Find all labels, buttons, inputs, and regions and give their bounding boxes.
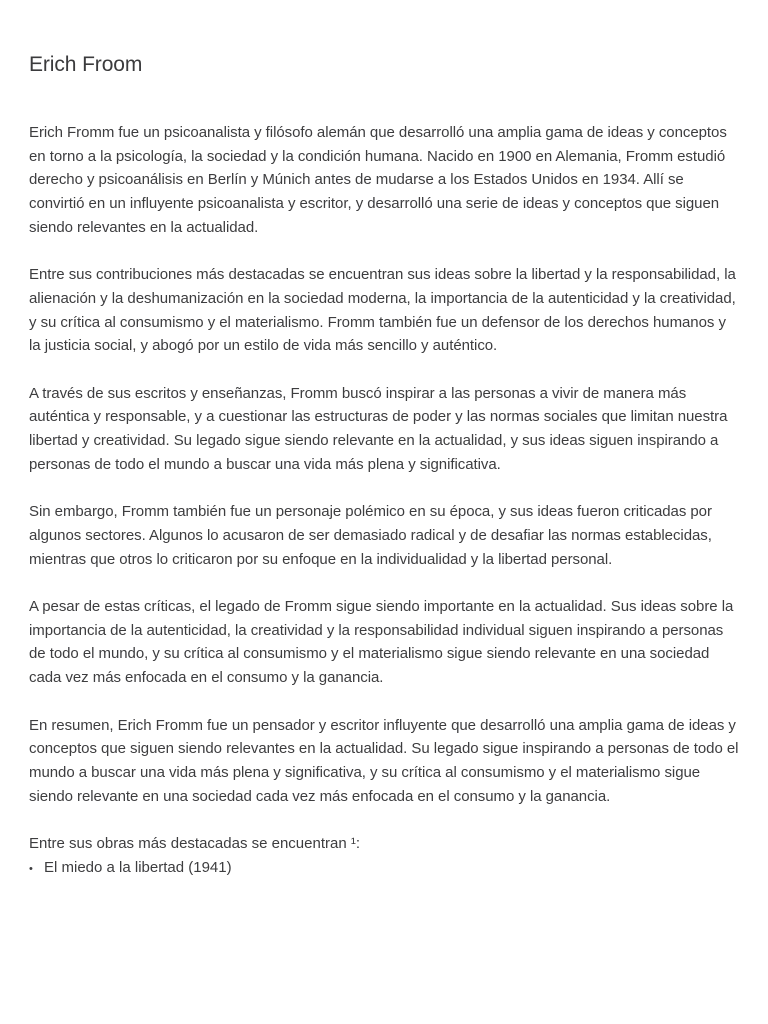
list-item xyxy=(29,856,739,882)
works-list xyxy=(29,856,739,882)
work-title: El miedo a la libertad (1941) xyxy=(44,858,232,876)
bullet-icon: • xyxy=(29,862,33,875)
paragraph-legacy: A pesar de estas críticas, el legado de Fromm sigue siendo importante en la actualidad. Sus ideas sobre la importancia de la autenticidad, la creatividad y la responsabilidad individual siguen inspirando a personas de todo el mundo, y su crítica al consumismo y el materialismo sigue siendo relevante en una sociedad cada vez más enfocada en el consumo y la ganancia. xyxy=(29,598,734,687)
works-intro: Entre sus obras más destacadas se encuentran ¹: xyxy=(29,835,361,852)
paragraph-summary: En resumen, Erich Fromm fue un pensador y escritor influyente que desarrolló una amplia gama de ideas y conceptos que siguen siendo relevantes en la actualidad. Su legado sigue inspirando a personas de todo el mundo a buscar una vida más plena y significativa, y su crítica al consumismo y el materialismo sigue siendo relevante en una sociedad cada vez más enfocada en el consumo y la ganancia. xyxy=(29,716,739,805)
paragraph-teachings: A través de sus escritos y enseñanzas, Fromm buscó inspirar a las personas a vivir de manera más auténtica y responsable, y a cuestionar las estructuras de poder y las normas sociales que limitan nuestra libertad y creatividad. Su legado sigue siendo relevante en la actualidad, y sus ideas siguen inspirando a personas de todo el mundo a buscar una vida más plena y significativa. xyxy=(29,384,728,473)
paragraph-criticism: Sin embargo, Fromm también fue un personaje polémico en su época, y sus ideas fueron criticadas por algunos sectores. Algunos lo acusaron de ser demasiado radical y de desafiar las normas establecidas, mientras que otros lo criticaron por su enfoque en la individualidad y la libertad personal. xyxy=(29,503,712,568)
paragraph-contributions: Entre sus contribuciones más destacadas se encuentran sus ideas sobre la libertad y la responsabilidad, la alienación y la deshumanización en la sociedad moderna, la importancia de la autenticidad y la creatividad, y su crítica al consumismo y el materialismo. Fromm también fue un defensor de los derechos humanos y la justicia social, y abogó por un estilo de vida más sencillo y auténtico. xyxy=(29,266,736,355)
paragraph-biography: Erich Fromm fue un psicoanalista y filósofo alemán que desarrolló una amplia gama de ideas y conceptos en torno a la psicología, la sociedad y la condición humana. Nacido en 1900 en Alemania, Fromm estudió derecho y psicoanálisis en Berlín y Múnich antes de mudarse a los Estados Unidos en 1934. Allí se convirtió en un influyente psicoanalista y escritor, y desarrolló una serie de ideas y conceptos que siguen siendo relevantes en la actualidad. xyxy=(29,124,727,236)
article-title: Erich Froom xyxy=(29,53,143,76)
article-body xyxy=(29,121,739,881)
